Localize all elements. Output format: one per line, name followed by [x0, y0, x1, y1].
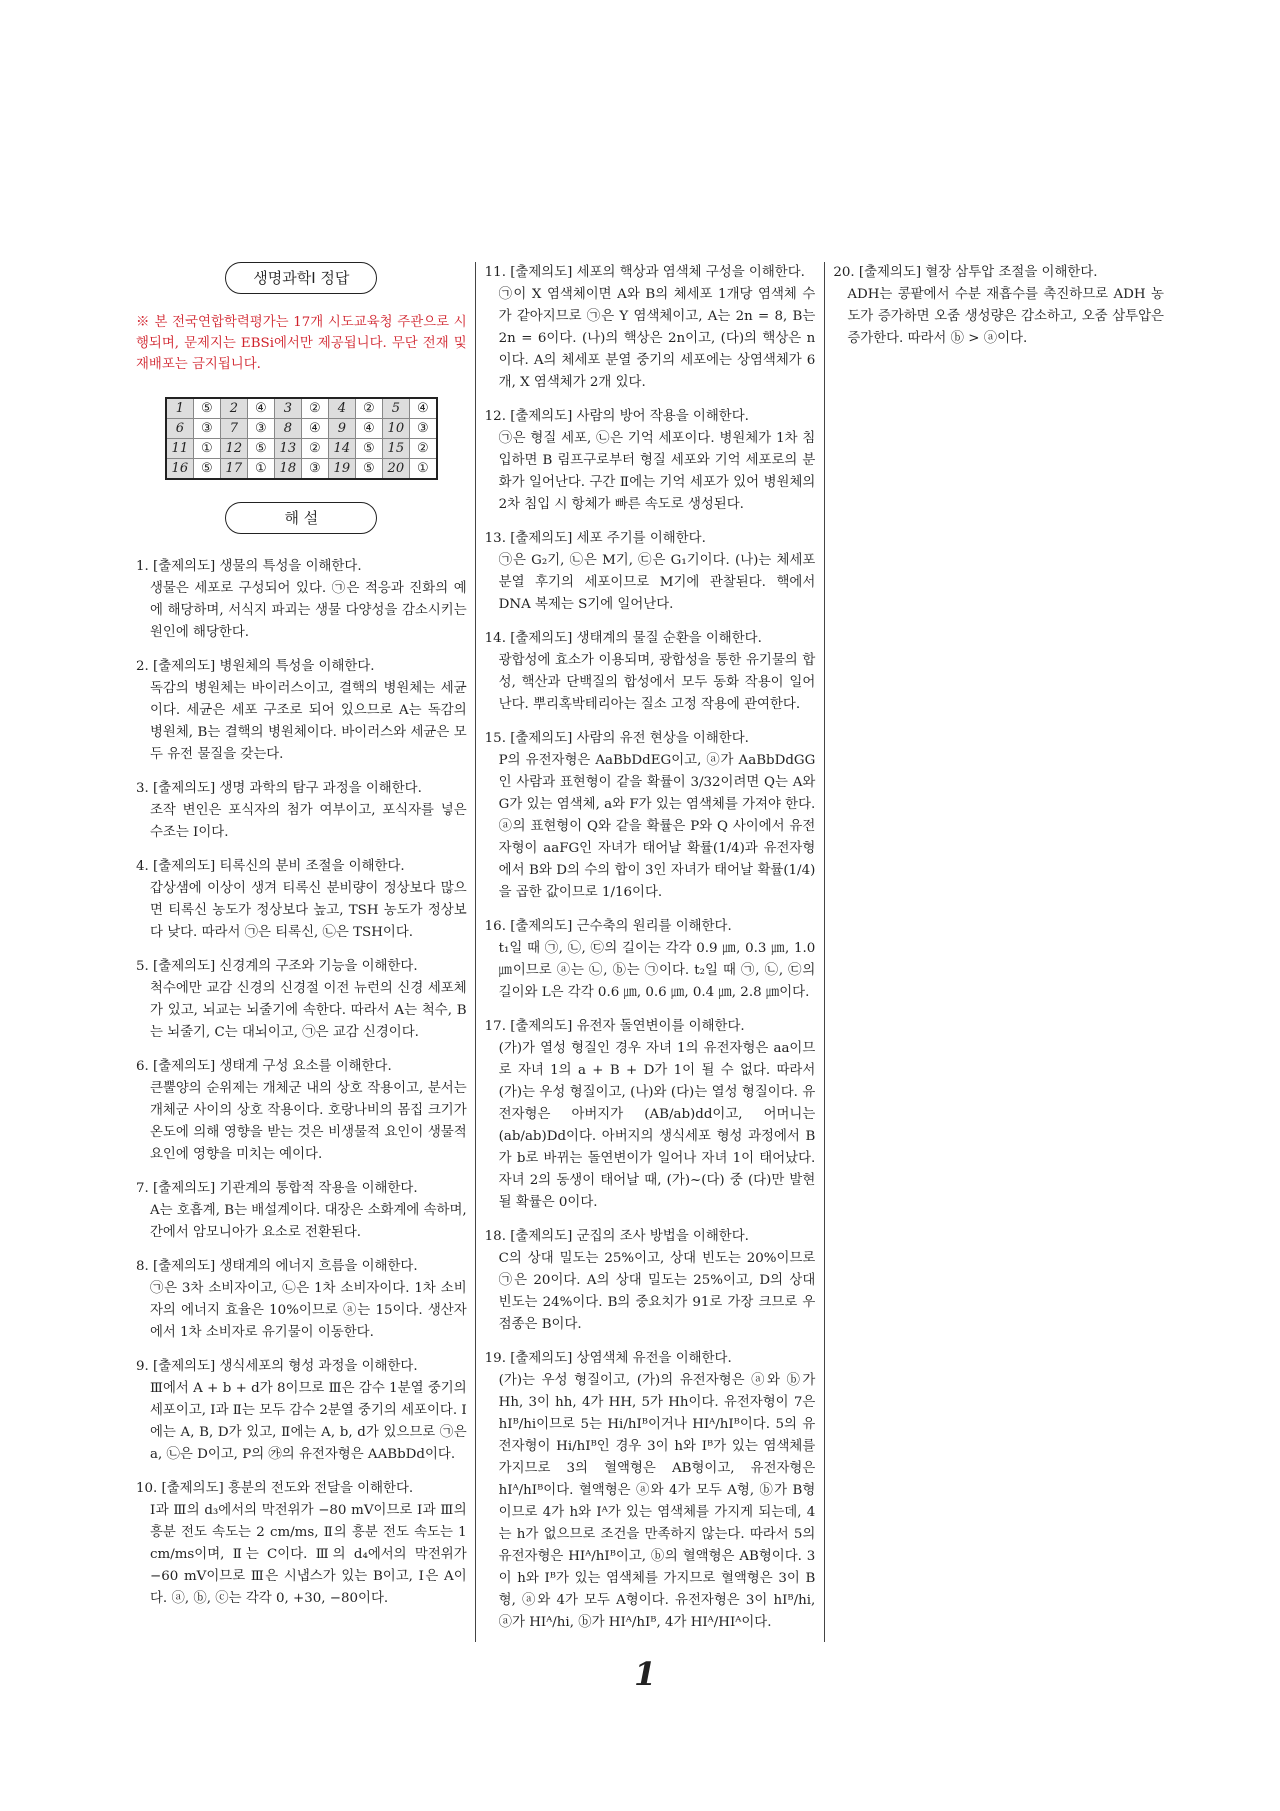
explanation-item: [485, 528, 816, 616]
question-number: 14: [328, 439, 355, 459]
explanation-item: [136, 1178, 467, 1244]
question-number: 16: [166, 459, 194, 480]
explanation-item: [485, 628, 816, 716]
item-body: 생물은 세포로 구성되어 있다. ㉠은 적응과 진화의 예에 해당하며, 서식지 파괴는 생물 다양성을 감소시키는 원인에 해당한다.: [150, 581, 467, 640]
explanation-item: [136, 656, 467, 766]
explanation-item: [485, 916, 816, 1004]
item-heading: 1. [출제의도] 생물의 특성을 이해한다.: [136, 559, 362, 574]
answer-choice: ③: [247, 419, 274, 439]
explanation-item: [136, 1356, 467, 1466]
item-body: 갑상샘에 이상이 생겨 티록신 분비량이 정상보다 많으면 티록신 농도가 정상보다 높고, TSH 농도가 정상보다 낮다. 따라서 ㉠은 티록신, ㉡은 TSH이다.: [150, 881, 467, 940]
item-body: C의 상대 밀도는 25%이고, 상대 빈도는 20%이므로 ㉠은 20이다. A의 상대 밀도는 25%이고, D의 상대 빈도는 24%이다. B의 중요치가 91로 가장 크므로 우점종은 B이다.: [498, 1251, 816, 1332]
item-body: 광합성에 효소가 이용되며, 광합성을 통한 유기물의 합성, 핵산과 단백질의 합성에서 모두 동화 작용이 일어난다. 뿌리혹박테리아는 질소 고정 작용에 관여한다.: [498, 653, 816, 712]
explanation-item: [485, 728, 816, 904]
page-title: 생명과학Ⅰ 정답: [225, 262, 377, 294]
question-number: 3: [274, 398, 301, 419]
answer-choice: ⑤: [193, 459, 220, 480]
answer-choice: ②: [301, 439, 328, 459]
item-heading: 2. [출제의도] 병원체의 특성을 이해한다.: [136, 659, 375, 674]
answer-choice: ⑤: [355, 459, 382, 480]
explanation-item: [485, 1348, 816, 1634]
item-body: A는 호흡계, B는 배설계이다. 대장은 소화계에 속하며, 간에서 암모니아가 요소로 전환된다.: [150, 1203, 467, 1240]
answer-choice: ③: [301, 459, 328, 480]
answer-table: [165, 397, 438, 480]
answer-row: [166, 439, 437, 459]
item-body: ㉠은 형질 세포, ㉡은 기억 세포이다. 병원체가 1차 침입하면 B 림프구로부터 형질 세포와 기억 세포로의 분화가 일어난다. 구간 Ⅱ에는 기억 세포가 있어 병원체의 2차 침입 시 항체가 빠른 속도로 생성된다.: [498, 431, 816, 512]
question-number: 2: [220, 398, 247, 419]
question-number: 12: [220, 439, 247, 459]
explanation-item: [136, 1478, 467, 1610]
question-number: 1: [166, 398, 194, 419]
item-body: t₁일 때 ㉠, ㉡, ㉢의 길이는 각각 0.9 ㎛, 0.3 ㎛, 1.0 ㎛이므로 ⓐ는 ㉡, ⓑ는 ㉠이다. t₂일 때 ㉠, ㉡, ㉢의 길이와 L은 각각 0.6 ㎛, 0.6 ㎛, 0.4 ㎛, 2.8 ㎛이다.: [498, 941, 816, 1000]
question-number: 8: [274, 419, 301, 439]
answer-choice: ④: [247, 398, 274, 419]
explanation-item: [485, 1226, 816, 1336]
item-heading: 7. [출제의도] 기관계의 통합적 작용을 이해한다.: [136, 1181, 418, 1196]
page-number: 1: [634, 1655, 657, 1693]
answer-choice: ④: [301, 419, 328, 439]
answer-row: [166, 459, 437, 480]
explanation-item: [136, 1056, 467, 1166]
explanation-item: [136, 556, 467, 644]
item-heading: 4. [출제의도] 티록신의 분비 조절을 이해한다.: [136, 859, 405, 874]
item-heading: 12. [출제의도] 사람의 방어 작용을 이해한다.: [484, 409, 749, 424]
question-number: 20: [382, 459, 409, 480]
answer-choice: ③: [409, 419, 437, 439]
item-heading: 15. [출제의도] 사람의 유전 현상을 이해한다.: [484, 731, 749, 746]
item-body: ADH는 콩팥에서 수분 재흡수를 촉진하므로 ADH 농도가 증가하면 오줌 생성량은 감소하고, 오줌 삼투압은 증가한다. 따라서 ⓑ > ⓐ이다.: [847, 287, 1164, 346]
item-heading: 19. [출제의도] 상염색체 유전을 이해한다.: [484, 1351, 732, 1366]
answer-row: [166, 398, 437, 419]
item-body: P의 유전자형은 AaBbDdEG이고, ⓐ가 AaBbDdGG인 사람과 표현형이 같을 확률이 3/32이려면 Q는 A와 G가 있는 염색체, a와 F가 있는 염색체를 가져야 한다. ⓐ의 표현형이 Q와 같을 확률은 P와 Q 사이에서 유전자형이 aaFG인 자녀가 태어날 확률(1/4)과 유전자형에서 B와 D의 수의 합이 3인 자녀가 태어날 확률(1/4)을 곱한 값이므로 1/16이다.: [498, 753, 816, 900]
item-heading: 20. [출제의도] 혈장 삼투압 조절을 이해한다.: [833, 265, 1098, 280]
question-number: 6: [166, 419, 194, 439]
answer-choice: ②: [301, 398, 328, 419]
item-body: Ⅰ과 Ⅲ의 d₃에서의 막전위가 −80 mV이므로 Ⅰ과 Ⅲ의 흥분 전도 속도는 2 cm/ms, Ⅱ의 흥분 전도 속도는 1 cm/ms이며, Ⅱ는 C이다. Ⅲ의 d₄에서의 막전위가 −60 mV이므로 Ⅲ은 시냅스가 있는 B이고, Ⅰ은 A이다. ⓐ, ⓑ, ⓒ는 각각 0, +30, −80이다.: [150, 1503, 467, 1606]
answer-row: [166, 419, 437, 439]
question-number: 19: [328, 459, 355, 480]
explanation-item: [136, 856, 467, 944]
explanation-item: [485, 406, 816, 516]
copyright-notice: ※ 본 전국연합학력평가는 17개 시도교육청 주관으로 시행되며, 문제지는 EBSi에서만 제공됩니다. 무단 전재 및 재배포는 금지됩니다.: [136, 315, 467, 372]
item-heading: 5. [출제의도] 신경계의 구조와 기능을 이해한다.: [136, 959, 418, 974]
item-heading: 16. [출제의도] 근수축의 원리를 이해한다.: [484, 919, 732, 934]
item-body: Ⅲ에서 A + b + d가 8이므로 Ⅲ은 감수 1분열 중기의 세포이고, Ⅰ과 Ⅱ는 모두 감수 2분열 중기의 세포이다. Ⅰ에는 A, B, D가 있고, Ⅱ에는 A, b, d가 있으므로 ㉠은 a, ㉡은 D이고, P의 ㉮의 유전자형은 AABbDd이다.: [150, 1381, 467, 1462]
item-body: ㉠이 X 염색체이면 A와 B의 체세포 1개당 염색체 수가 같아지므로 ㉠은 Y 염색체이고, A는 2n = 8, B는 2n = 6이다. (나)의 핵상은 2n이고, (다)의 핵상은 n이다. A의 체세포 분열 중기의 세포에는 상염색체가 6개, X 염색체가 2개 있다.: [498, 287, 816, 390]
explanation-item: [485, 262, 816, 394]
item-body: (가)가 열성 형질인 경우 자녀 1의 유전자형은 aa이므로 자녀 1의 a + B + D가 1이 될 수 없다. 따라서 (가)는 우성 형질이고, (나)와 (다)는 열성 형질이다. 유전자형은 아버지가 (AB/ab)dd이고, 어머니는 (ab/ab)Dd이다. 아버지의 생식세포 형성 과정에서 B가 b로 바뀌는 돌연변이가 일어나 자녀 1이 태어났다. 자녀 2의 동생이 태어날 때, (가)~(다) 중 (다)만 발현될 확률은 0이다.: [498, 1041, 816, 1210]
answer-choice: ⑤: [247, 439, 274, 459]
item-heading: 6. [출제의도] 생태계 구성 요소를 이해한다.: [136, 1059, 392, 1074]
question-number: 15: [382, 439, 409, 459]
question-number: 7: [220, 419, 247, 439]
answer-choice: ③: [193, 419, 220, 439]
answer-choice: ②: [355, 398, 382, 419]
question-number: 4: [328, 398, 355, 419]
item-body: 척수에만 교감 신경의 신경절 이전 뉴런의 신경 세포체가 있고, 뇌교는 뇌줄기에 속한다. 따라서 A는 척수, B는 뇌줄기, C는 대뇌이고, ㉠은 교감 신경이다.: [150, 981, 467, 1040]
item-body: ㉠은 3차 소비자이고, ㉡은 1차 소비자이다. 1차 소비자의 에너지 효율은 10%이므로 ⓐ는 15이다. 생산자에서 1차 소비자로 유기물이 이동한다.: [150, 1281, 467, 1340]
question-number: 10: [382, 419, 409, 439]
item-body: ㉠은 G₂기, ㉡은 M기, ㉢은 G₁기이다. (나)는 체세포 분열 후기의 세포이므로 M기에 관찰된다. 핵에서 DNA 복제는 S기에 일어난다.: [498, 553, 816, 612]
item-heading: 9. [출제의도] 생식세포의 형성 과정을 이해한다.: [136, 1359, 418, 1374]
question-number: 18: [274, 459, 301, 480]
item-heading: 17. [출제의도] 유전자 돌연변이를 이해한다.: [484, 1019, 745, 1034]
answer-choice: ⑤: [193, 398, 220, 419]
explanation-item: [136, 1256, 467, 1344]
explanation-item: [136, 956, 467, 1044]
section-title-explanation: 해 설: [225, 502, 377, 534]
answer-choice: ①: [247, 459, 274, 480]
item-body: 조작 변인은 포식자의 첨가 여부이고, 포식자를 넣은 수조는 Ⅰ이다.: [150, 803, 467, 840]
answer-choice: ①: [193, 439, 220, 459]
explanation-item: [485, 1016, 816, 1214]
question-number: 13: [274, 439, 301, 459]
item-heading: 13. [출제의도] 세포 주기를 이해한다.: [484, 531, 706, 546]
item-heading: 18. [출제의도] 군집의 조사 방법을 이해한다.: [484, 1229, 749, 1244]
answer-choice: ④: [355, 419, 382, 439]
explanation-item: [833, 262, 1164, 350]
question-number: 11: [166, 439, 194, 459]
item-heading: 10. [출제의도] 흥분의 전도와 전달을 이해한다.: [136, 1481, 414, 1496]
answer-choice: ④: [409, 398, 437, 419]
answer-choice: ①: [409, 459, 437, 480]
item-heading: 14. [출제의도] 생태계의 물질 순환을 이해한다.: [484, 631, 762, 646]
item-body: 큰뿔양의 순위제는 개체군 내의 상호 작용이고, 분서는 개체군 사이의 상호 작용이다. 호랑나비의 몸집 크기가 온도에 의해 영향을 받는 것은 비생물적 요인이 생물적 요인에 영향을 미치는 예이다.: [150, 1081, 467, 1162]
item-heading: 8. [출제의도] 생태계의 에너지 흐름을 이해한다.: [136, 1259, 418, 1274]
question-number: 9: [328, 419, 355, 439]
item-heading: 11. [출제의도] 세포의 핵상과 염색체 구성을 이해한다.: [484, 265, 805, 280]
question-number: 5: [382, 398, 409, 419]
answer-key-columns: [136, 262, 1164, 1642]
item-body: 독감의 병원체는 바이러스이고, 결핵의 병원체는 세균이다. 세균은 세포 구조로 되어 있으므로 A는 독감의 병원체, B는 결핵의 병원체이다. 바이러스와 세균은 모두 유전 물질을 갖는다.: [150, 681, 467, 762]
answer-choice: ⑤: [355, 439, 382, 459]
question-number: 17: [220, 459, 247, 480]
item-body: (가)는 우성 형질이고, (가)의 유전자형은 ⓐ와 ⓑ가 Hh, 3이 hh, 4가 HH, 5가 Hh이다. 유전자형이 7은 hIᴮ/hi이므로 5는 Hi/hIᴮ이거나 HIᴬ/hIᴮ이다. 5의 유전자형이 Hi/hIᴮ인 경우 3이 h와 Iᴮ가 있는 염색체를 가지므로 3의 혈액형은 AB형이고, 유전자형은 hIᴬ/hIᴮ이다. 혈액형은 ⓐ와 4가 모두 A형, ⓑ가 B형이므로 4가 h와 Iᴬ가 있는 염색체를 가지게 되는데, 4는 h가 없으므로 조건을 만족하지 않는다. 따라서 5의 유전자형은 HIᴬ/hIᴮ이고, ⓑ의 혈액형은 AB형이다. 3이 h와 Iᴮ가 있는 염색체를 가지므로 혈액형은 3이 B형, ⓐ와 4가 모두 A형이다. 유전자형은 3이 hIᴮ/hi, ⓐ가 HIᴬ/hi, ⓑ가 HIᴬ/hIᴮ, 4가 HIᴬ/HIᴬ이다.: [498, 1373, 816, 1630]
answer-choice: ②: [409, 439, 437, 459]
explanation-item: [136, 778, 467, 844]
item-heading: 3. [출제의도] 생명 과학의 탐구 과정을 이해한다.: [136, 781, 422, 796]
